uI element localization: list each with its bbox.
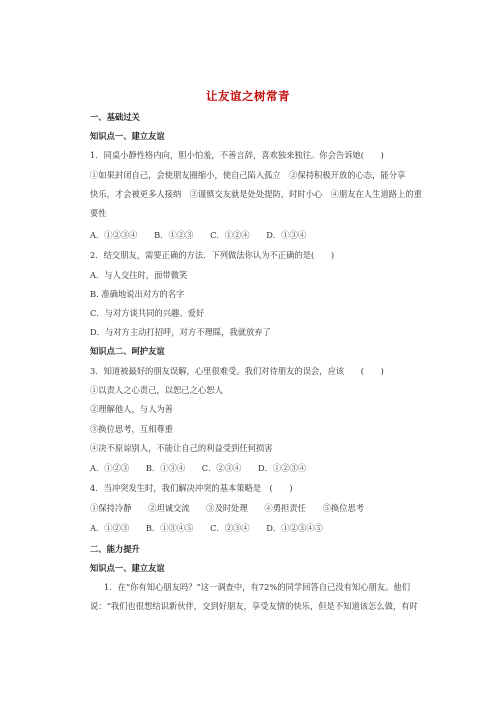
option-a: A．①②③④ — [90, 230, 138, 240]
question-3-statement-line: ④决不原谅别人，不能让自己的利益受到任何损害 — [90, 443, 273, 453]
statement-item: ③及时处理 — [206, 503, 248, 513]
question-3-options — [90, 462, 320, 474]
option-d: D．①③④ — [266, 230, 307, 240]
question-3-stem: 3．知道被最好的朋友误解，心里很难受。我们对待朋友的误会，应该 ( ) — [90, 366, 384, 376]
question-3-statement-line: ②理解他人，与人为善 — [90, 404, 173, 414]
statement-item: ⑤换位思考 — [322, 503, 365, 513]
question-1-statement-line: 快乐，才会被更多人接纳 ③谨慎交友就是处处提防，时时小心 ④朋友在人生道路上的重 — [90, 189, 422, 199]
question-4-stem: 4．当冲突发生时，我们解决冲突的基本策略是 ( ) — [90, 483, 293, 493]
question-5-line: 说：“我们也很想结识新伙伴，交到好朋友，享受友情的快乐，但是不知道该怎么做，有时 — [90, 601, 418, 611]
question-3-statement-line: ①以责人之心责己，以恕己之心恕人 — [90, 385, 223, 395]
question-4-options — [90, 522, 337, 534]
question-4-statements — [90, 502, 378, 514]
option-d: D．①②③④⑤ — [266, 523, 323, 533]
option-c: C．②③④ — [210, 523, 250, 533]
section-heading-ability: 二、能力提升 — [90, 544, 140, 554]
question-5-line: 1．在“你有知心朋友吗？”这一调查中，有72%的同学回答自己没有知心朋友。他们 — [104, 582, 411, 592]
question-2-stem: 2．结交朋友，需要正确的方法．下列做法你认为不正确的是( ) — [90, 250, 335, 260]
page-title: 让友谊之树常青 — [206, 89, 290, 103]
question-3-statement-line: ③换位思考，互相尊重 — [90, 424, 173, 434]
question-1-options — [90, 229, 320, 241]
question-1-statement-line: 要性 — [90, 208, 107, 218]
knowledge-point-heading: 知识点一、建立友谊 — [90, 563, 165, 573]
statement-item: ④勇担责任 — [264, 503, 306, 513]
option-d: D．与对方主动打招呼，对方不理睬，我就放弃了 — [90, 327, 271, 337]
knowledge-point-heading: 知识点二、呵护友谊 — [90, 346, 165, 356]
option-a: A．①②③ — [90, 463, 130, 473]
question-1-statement-line: ①如果封闭自己，会使朋友圈缩小，使自己陷入孤立 ②保持积极开放的心态，能分享 — [90, 170, 406, 180]
statement-item: ①保持冷静 — [90, 503, 132, 513]
option-b: B．①③④ — [145, 463, 186, 473]
option-b: B．①③④⑤ — [145, 523, 194, 533]
option-c: C．①②④ — [210, 230, 250, 240]
statement-item: ②坦诚交流 — [148, 503, 190, 513]
option-d: D．①②③④ — [257, 463, 307, 473]
question-1-stem: 1．同桌小静性格内向，胆小怕羞，不善言辞，喜欢独来独往。你会告诉她( ) — [90, 150, 384, 160]
option-a: A．①②③ — [90, 523, 130, 533]
knowledge-point-heading: 知识点一、建立友谊 — [90, 131, 165, 141]
option-a: A．与人交往时，面带微笑 — [90, 270, 188, 280]
option-b: B. 准确地说出对方的名字 — [90, 289, 185, 299]
option-c: C．与对方谈共同的兴趣、爱好 — [90, 308, 205, 318]
section-heading-basic: 一、基础过关 — [90, 112, 140, 122]
option-b: B．①②③ — [154, 230, 194, 240]
option-c: C．②③④ — [201, 463, 242, 473]
